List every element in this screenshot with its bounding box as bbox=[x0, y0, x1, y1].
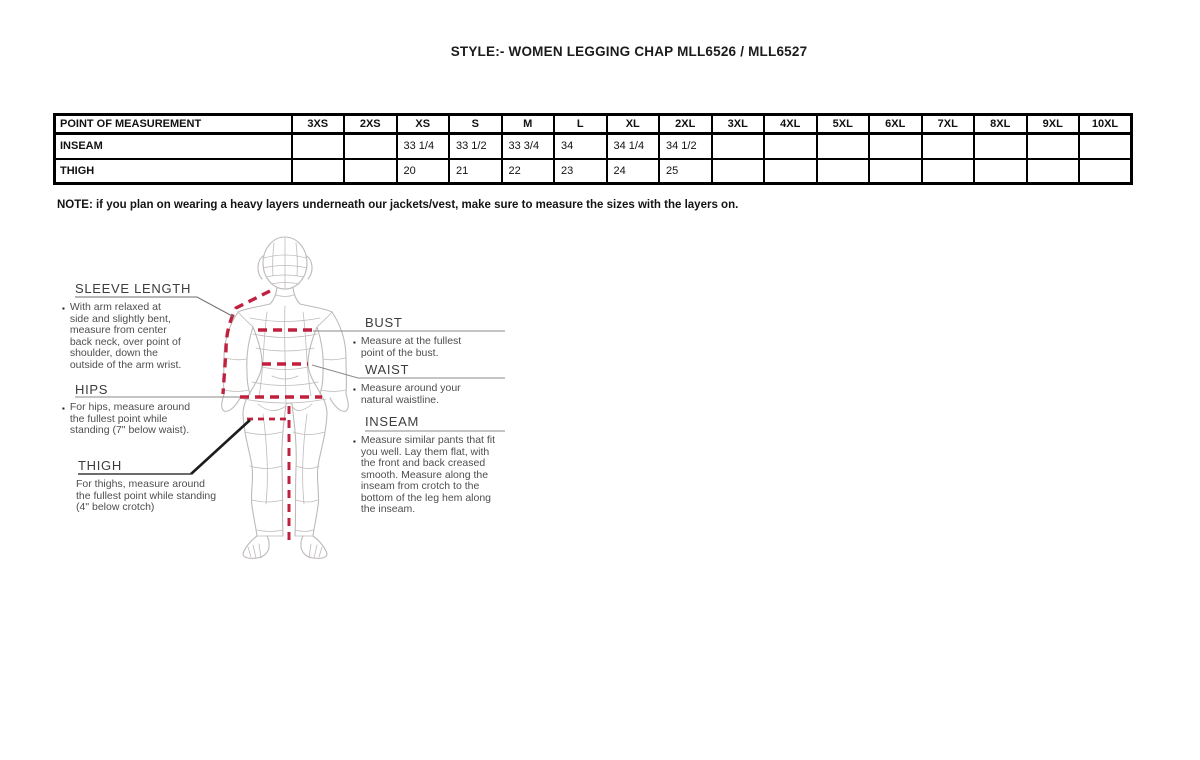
bullet-square-icon: ▪ bbox=[62, 404, 65, 413]
inseam-cell bbox=[712, 134, 765, 159]
size-chart-table bbox=[53, 113, 1133, 185]
inseam-cell: 34 1/2 bbox=[659, 134, 712, 159]
sleeve-length-description-text: With arm relaxed at side and slightly bent, measure from center back neck, over point of shoulder, down the outside of the arm wrist. bbox=[69, 301, 182, 371]
row-label-inseam: INSEAM bbox=[55, 134, 292, 159]
thigh-cell: 25 bbox=[659, 159, 712, 184]
inseam-cell bbox=[764, 134, 817, 159]
table-row-inseam bbox=[55, 134, 1132, 159]
inseam-label: INSEAM bbox=[365, 414, 420, 429]
thigh-cell bbox=[869, 159, 922, 184]
header-size-6xl: 6XL bbox=[869, 115, 922, 134]
thigh-cell: 22 bbox=[502, 159, 555, 184]
inseam-cell: 33 1/2 bbox=[449, 134, 502, 159]
hips-description bbox=[62, 402, 207, 437]
header-size-9xl: 9XL bbox=[1027, 115, 1080, 134]
inseam-description-text: Measure similar pants that fit you well. Lay them flat, with the front and back creased smooth. Measure along the inseam from crotch to the bottom of the leg hem along the inseam. bbox=[360, 434, 496, 515]
inseam-cell: 33 3/4 bbox=[502, 134, 555, 159]
row-label-thigh: THIGH bbox=[55, 159, 292, 184]
thigh-cell: 21 bbox=[449, 159, 502, 184]
inseam-description bbox=[353, 435, 508, 516]
bust-label: BUST bbox=[365, 315, 403, 330]
bust-description bbox=[353, 336, 491, 359]
header-size-5xl: 5XL bbox=[817, 115, 870, 134]
header-size-2xs: 2XS bbox=[344, 115, 397, 134]
thigh-cell bbox=[764, 159, 817, 184]
waist-label: WAIST bbox=[365, 362, 410, 377]
thigh-cell bbox=[292, 159, 345, 184]
inseam-cell: 34 bbox=[554, 134, 607, 159]
thigh-cell bbox=[1027, 159, 1080, 184]
sleeve-length-label: SLEEVE LENGTH bbox=[75, 281, 192, 296]
thigh-cell bbox=[817, 159, 870, 184]
thigh-cell: 23 bbox=[554, 159, 607, 184]
inseam-cell bbox=[1079, 134, 1132, 159]
size-table-header-row bbox=[55, 115, 1132, 134]
thigh-description bbox=[76, 479, 222, 514]
bullet-square-icon: ▪ bbox=[353, 385, 356, 394]
header-size-m: M bbox=[502, 115, 555, 134]
page-title: STYLE:- WOMEN LEGGING CHAP MLL6526 / MLL6527 bbox=[450, 44, 808, 59]
header-size-3xl: 3XL bbox=[712, 115, 765, 134]
inseam-cell bbox=[292, 134, 345, 159]
thigh-description-text: For thighs, measure around the fullest point while standing (4" below crotch) bbox=[76, 478, 217, 513]
header-size-2xl: 2XL bbox=[659, 115, 712, 134]
inseam-cell bbox=[817, 134, 870, 159]
thigh-cell: 20 bbox=[397, 159, 450, 184]
thigh-label: THIGH bbox=[78, 458, 122, 473]
sleeve-measure-line bbox=[223, 291, 270, 394]
inseam-cell bbox=[1027, 134, 1080, 159]
inseam-cell bbox=[344, 134, 397, 159]
thigh-cell bbox=[974, 159, 1027, 184]
thigh-cell bbox=[1079, 159, 1132, 184]
waist-description bbox=[353, 383, 489, 406]
bust-description-text: Measure at the fullest point of the bust. bbox=[360, 335, 462, 359]
note-text: NOTE: if you plan on wearing a heavy layers underneath our jackets/vest, make sure to measure the sizes with the layers on. bbox=[57, 199, 739, 211]
header-size-l: L bbox=[554, 115, 607, 134]
header-size-7xl: 7XL bbox=[922, 115, 975, 134]
thigh-cell bbox=[344, 159, 397, 184]
table-row-thigh bbox=[55, 159, 1132, 184]
header-point-of-measurement: POINT OF MEASUREMENT bbox=[55, 115, 292, 134]
bullet-square-icon: ▪ bbox=[353, 437, 356, 446]
inseam-cell bbox=[974, 134, 1027, 159]
inseam-cell bbox=[922, 134, 975, 159]
header-size-8xl: 8XL bbox=[974, 115, 1027, 134]
header-size-s: S bbox=[449, 115, 502, 134]
inseam-cell: 34 1/4 bbox=[607, 134, 660, 159]
sleeve-length-description bbox=[62, 302, 188, 371]
thigh-cell bbox=[922, 159, 975, 184]
header-size-xs: XS bbox=[397, 115, 450, 134]
bullet-square-icon: ▪ bbox=[353, 338, 356, 347]
header-size-4xl: 4XL bbox=[764, 115, 817, 134]
header-size-xl: XL bbox=[607, 115, 660, 134]
body-figure bbox=[222, 237, 349, 558]
inseam-cell: 33 1/4 bbox=[397, 134, 450, 159]
waist-description-text: Measure around your natural waistline. bbox=[360, 382, 461, 406]
header-size-3xs: 3XS bbox=[292, 115, 345, 134]
hips-description-text: For hips, measure around the fullest point while standing (7" below waist). bbox=[69, 401, 191, 436]
thigh-cell bbox=[712, 159, 765, 184]
thigh-cell: 24 bbox=[607, 159, 660, 184]
bullet-square-icon: ▪ bbox=[62, 304, 65, 313]
inseam-cell bbox=[869, 134, 922, 159]
header-size-10xl: 10XL bbox=[1079, 115, 1132, 134]
hips-label: HIPS bbox=[75, 382, 109, 397]
